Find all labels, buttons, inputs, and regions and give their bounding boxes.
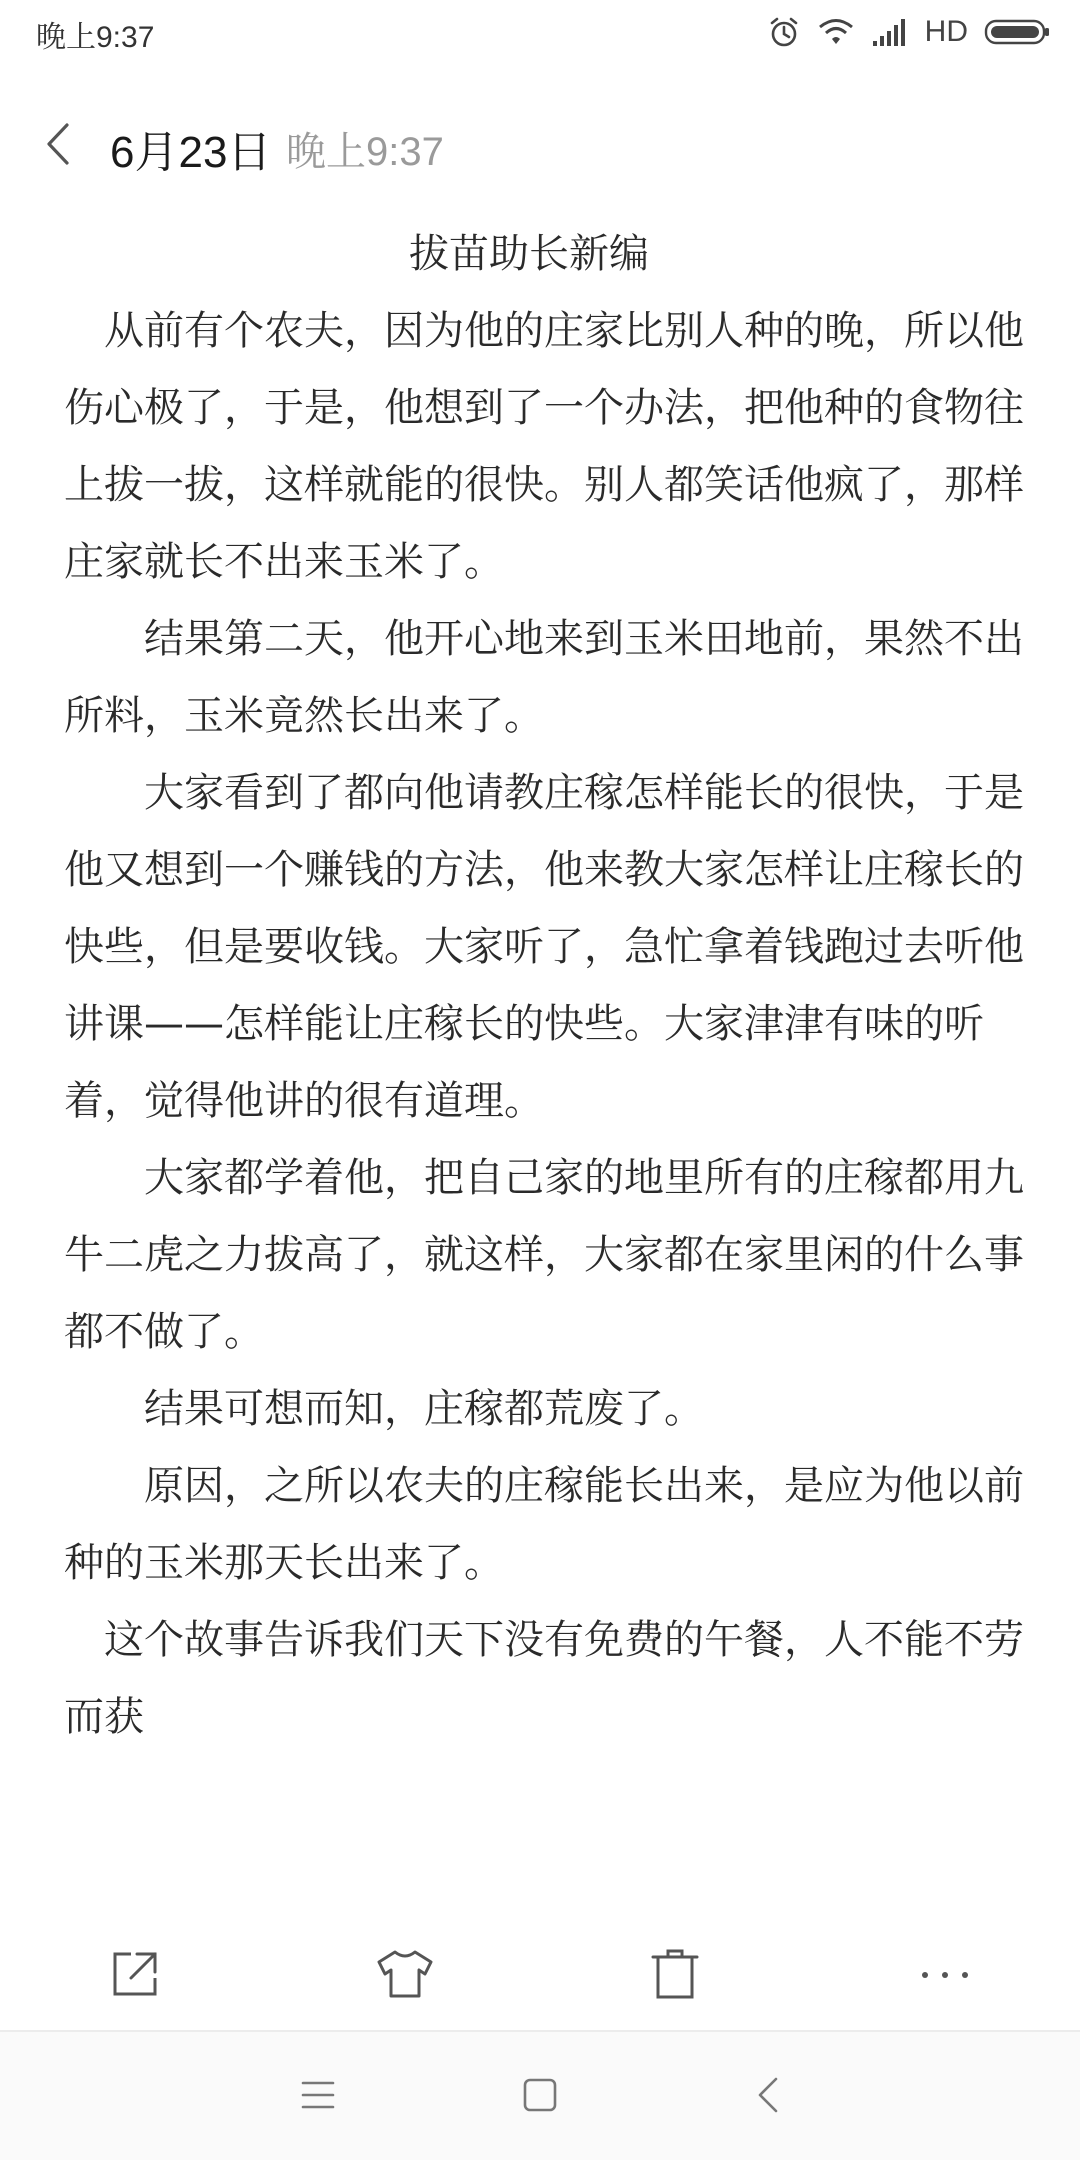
share-icon bbox=[109, 1948, 161, 2004]
back-button[interactable] bbox=[34, 118, 82, 174]
theme-shirt-icon bbox=[375, 1948, 435, 2004]
note-paragraph: 结果可想而知，庄稼都荒废了。 bbox=[64, 1386, 704, 1432]
note-paragraph: 这个故事告诉我们天下没有免费的午餐，人不能不劳而获 bbox=[64, 1617, 1024, 1740]
note-content[interactable] bbox=[64, 216, 1024, 1756]
note-time: 晚上9:37 bbox=[286, 130, 444, 174]
alarm-icon bbox=[767, 15, 801, 49]
note-paragraph: 原因，之所以农夫的庄稼能长出来，是应为他以前种的玉米那天长出来了。 bbox=[64, 1463, 1024, 1586]
status-time: 晚上9:37 bbox=[36, 21, 155, 54]
system-nav-bar bbox=[0, 2032, 1080, 2160]
note-toolbar bbox=[0, 1920, 1080, 2040]
recents-button[interactable] bbox=[283, 2062, 353, 2132]
wifi-icon bbox=[817, 17, 855, 47]
signal-icon bbox=[871, 17, 909, 47]
status-icons bbox=[767, 12, 1050, 52]
note-paragraph: 从前有个农夫，因为他的庄家比别人种的晚，所以他伤心极了，于是，他想到了一个办法，把他种的食物往上拔一拔，这样就能的很快。别人都笑话他疯了，那样庄家就长不出来玉米了。 bbox=[64, 308, 1024, 585]
battery-icon bbox=[984, 17, 1050, 47]
note-paragraph: 大家看到了都向他请教庄稼怎样能长的很快，于是他又想到一个赚钱的方法，他来教大家怎样让庄稼长的快些，但是要收钱。大家听了，急忙拿着钱跑过去听他讲课——怎样能让庄稼长的快些。大家津津有味的听着，觉得他讲的很有道理。 bbox=[64, 770, 1024, 1124]
network-label: HD bbox=[924, 15, 968, 48]
note-date: 6月23日 bbox=[110, 128, 272, 177]
delete-button[interactable] bbox=[635, 1936, 715, 2016]
more-dots-icon bbox=[919, 1967, 971, 1986]
menu-icon bbox=[300, 2079, 336, 2115]
note-title: 拔苗助长新编 bbox=[409, 231, 649, 277]
share-button[interactable] bbox=[95, 1936, 175, 2016]
chevron-left-icon bbox=[43, 121, 73, 171]
note-paragraph: 大家都学着他，把自己家的地里所有的庄稼都用九牛二虎之力拔高了，就这样，大家都在家里闲的什么事都不做了。 bbox=[64, 1155, 1024, 1355]
status-bar bbox=[0, 0, 1080, 64]
delete-trash-icon bbox=[649, 1947, 701, 2005]
home-button[interactable] bbox=[505, 2062, 575, 2132]
more-button[interactable] bbox=[905, 1936, 985, 2016]
nav-back-button[interactable] bbox=[733, 2062, 803, 2132]
home-icon bbox=[522, 2077, 558, 2117]
back-icon bbox=[756, 2076, 780, 2118]
note-paragraph: 结果第二天，他开心地来到玉米田地前，果然不出所料，玉米竟然长出来了。 bbox=[64, 616, 1024, 739]
theme-button[interactable] bbox=[365, 1936, 445, 2016]
note-header bbox=[0, 100, 1080, 190]
